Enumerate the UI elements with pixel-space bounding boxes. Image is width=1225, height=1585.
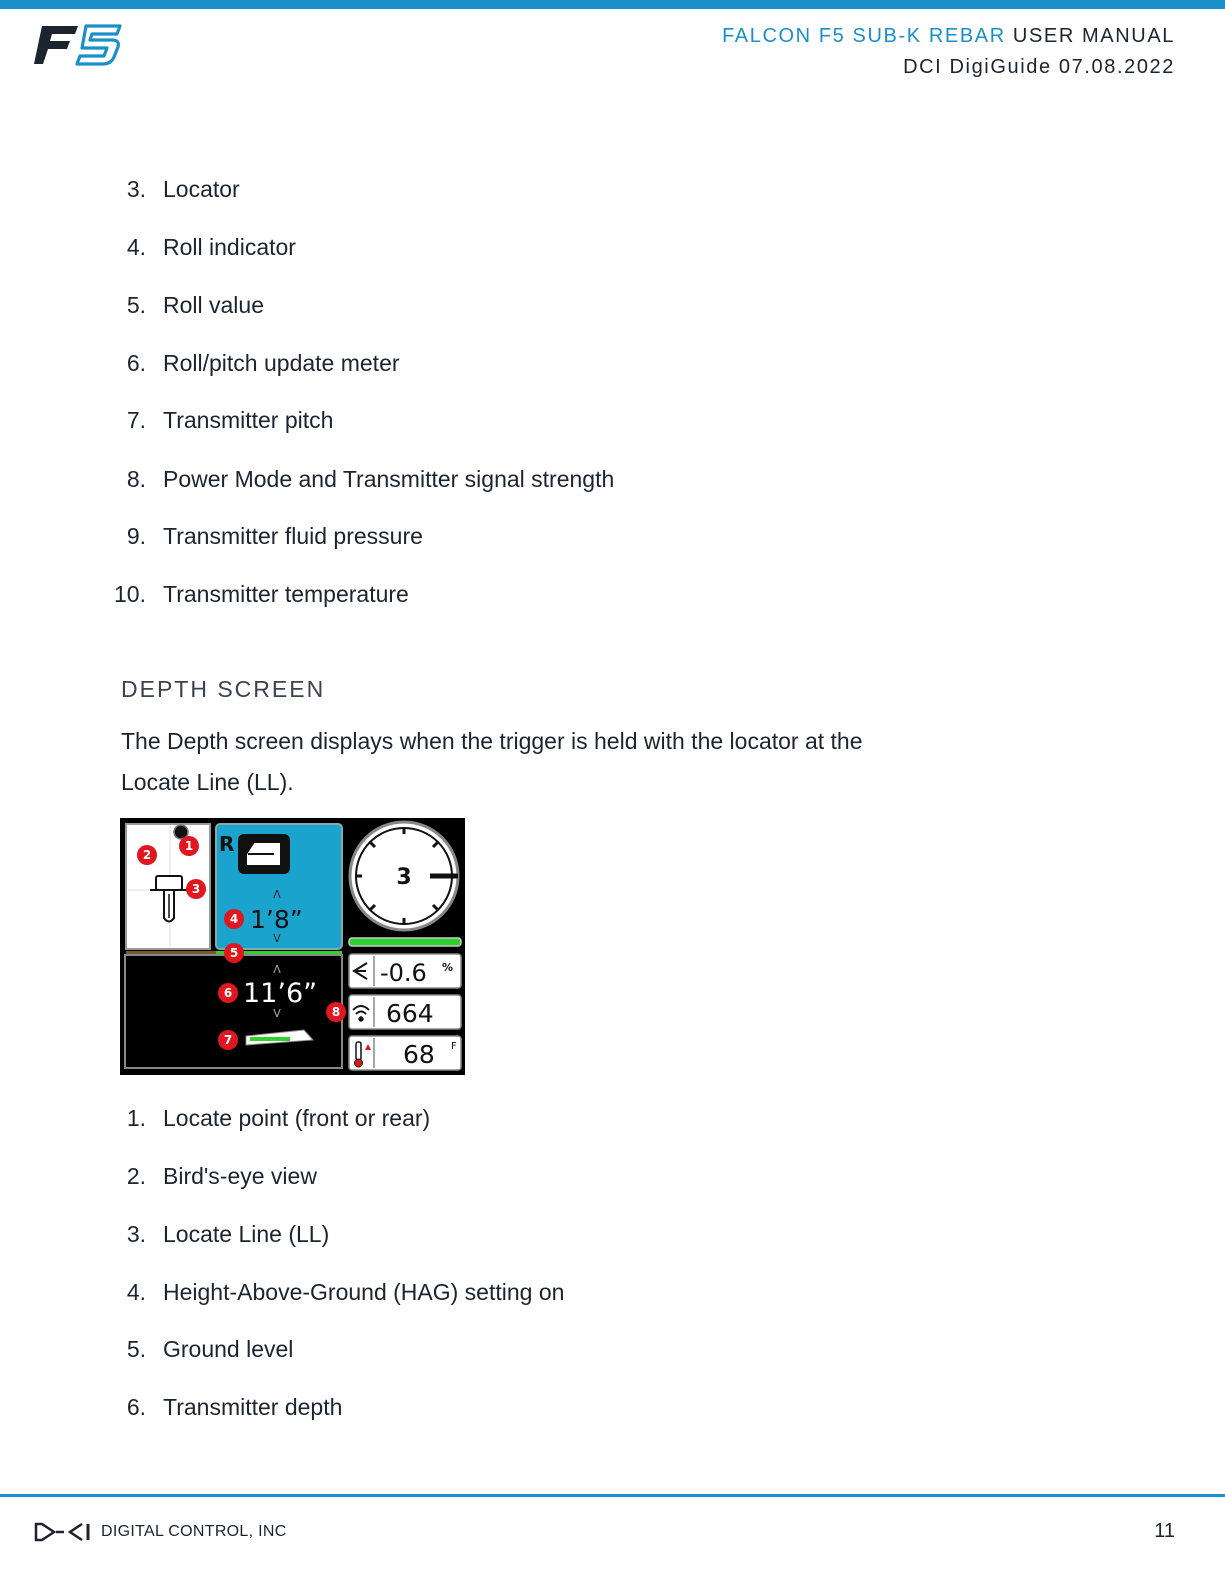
- depth-screen-figure: [120, 818, 465, 1075]
- roll-value: 3: [396, 865, 412, 890]
- svg-text:4: 4: [229, 912, 239, 926]
- callout-8: [326, 1002, 346, 1022]
- hag-receiver-icon: [238, 834, 290, 874]
- company-name: DIGITAL CONTROL, INC: [101, 1523, 287, 1540]
- callout-2: [137, 845, 157, 865]
- temperature-box: [349, 1036, 461, 1070]
- callout-6: [218, 983, 238, 1003]
- signal-box: [349, 995, 461, 1029]
- svg-text:8: 8: [331, 1005, 341, 1019]
- document-date: 07.08.2022: [1058, 56, 1175, 78]
- svg-text:3: 3: [191, 882, 201, 896]
- mode-letter: R: [219, 832, 235, 856]
- svg-text:6: 6: [223, 986, 233, 1000]
- hag-value: 1’8”: [250, 905, 303, 934]
- roll-indicator-dial: [350, 822, 458, 930]
- svg-text:V: V: [273, 932, 281, 945]
- temperature-value: 68: [403, 1040, 435, 1069]
- depth-panel: [125, 955, 342, 1068]
- pitch-box: [349, 954, 461, 988]
- depth-value: 11’6”: [243, 978, 318, 1009]
- callout-7: [218, 1030, 238, 1050]
- callout-1: [179, 836, 199, 856]
- temperature-unit: F: [451, 1041, 457, 1052]
- top-accent-bar: [0, 0, 1225, 9]
- callout-3: [186, 879, 206, 899]
- footer-rule: [0, 1494, 1225, 1497]
- document-subtitle: [903, 56, 1175, 79]
- document-title: [722, 25, 1175, 48]
- page-number: 11: [1154, 1520, 1175, 1542]
- svg-text:5: 5: [229, 946, 239, 960]
- roll-pitch-update-meter: [349, 938, 461, 946]
- section-heading: DEPTH SCREEN: [121, 676, 326, 702]
- digiguide-label: DCI DigiGuide: [903, 56, 1052, 78]
- svg-text:Λ: Λ: [273, 963, 281, 976]
- product-name: FALCON F5 SUB-K REBAR: [722, 25, 1006, 47]
- dci-logo: [34, 1521, 92, 1543]
- section-paragraph: The Depth screen displays when the trigger is held with the locator at the Locate Line (LL).: [121, 728, 863, 795]
- pitch-unit: %: [442, 961, 454, 974]
- svg-text:1: 1: [184, 839, 194, 853]
- manual-label: USER MANUAL: [1012, 25, 1175, 47]
- svg-text:V: V: [273, 1007, 281, 1020]
- pitch-value: -0.6: [380, 959, 427, 987]
- svg-text:7: 7: [223, 1033, 233, 1047]
- callout-4: [224, 909, 244, 929]
- callout-5: [224, 943, 244, 963]
- signal-value: 664: [386, 999, 434, 1028]
- svg-text:2: 2: [142, 848, 152, 862]
- f5-logo: [34, 24, 124, 66]
- svg-text:Λ: Λ: [273, 888, 281, 901]
